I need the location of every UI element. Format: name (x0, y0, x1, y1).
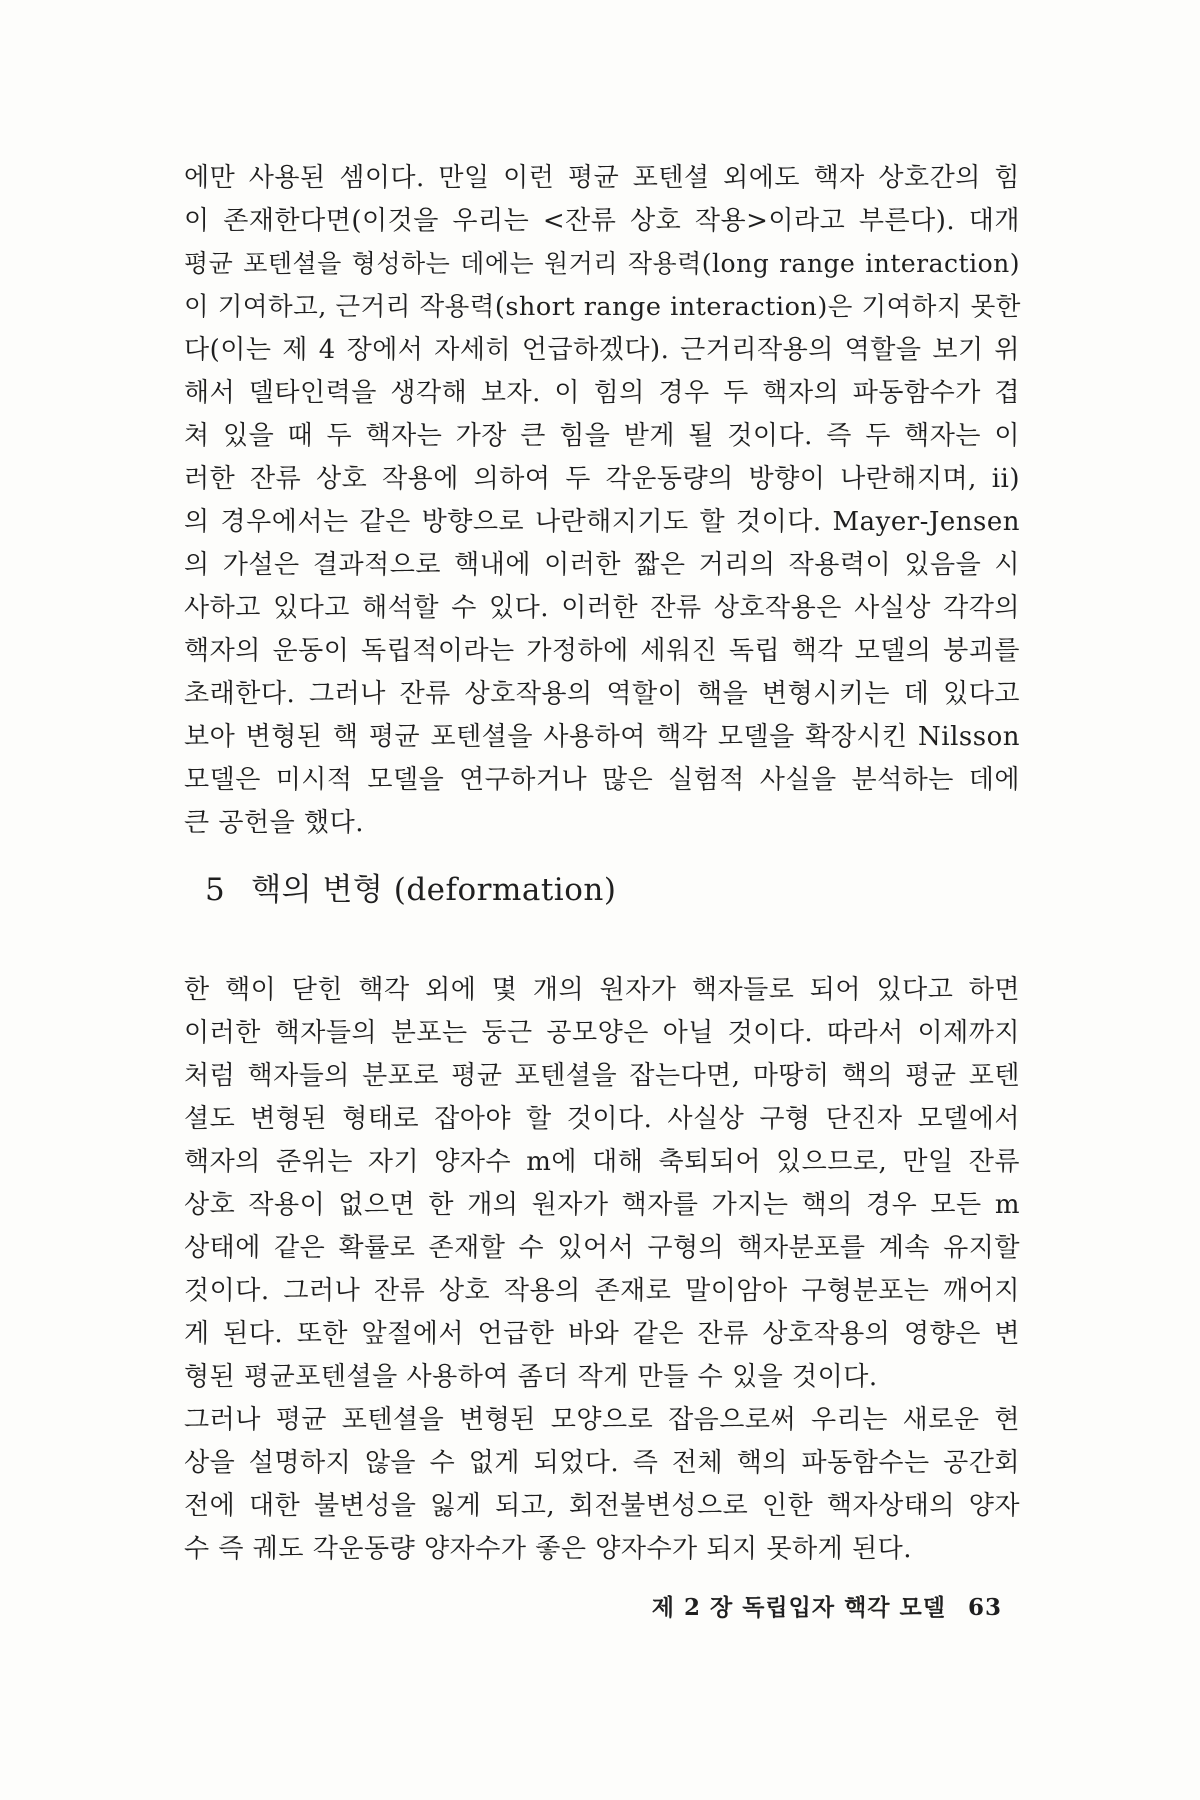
section-heading (205, 868, 616, 912)
text-line: 사하고 있다고 해석할 수 있다. 이러한 잔류 상호작용은 사실상 각각의 (184, 593, 1020, 623)
text-line: 상호 작용이 없으면 한 개의 원자가 핵자를 가지는 핵의 경우 모든 m (184, 1190, 1020, 1220)
text-line: 쳐 있을 때 두 핵자는 가장 큰 힘을 받게 될 것이다. 즉 두 핵자는 이 (184, 421, 1020, 451)
text-line: 상태에 같은 확률로 존재할 수 있어서 구형의 핵자분포를 계속 유지할 (184, 1233, 1020, 1263)
text-line: 이 기여하고, 근거리 작용력(short range interaction)은 기여하지 못한 (184, 292, 1021, 322)
text-line: 해서 델타인력을 생각해 보자. 이 힘의 경우 두 핵자의 파동함수가 겹 (184, 378, 1020, 408)
text-line: 한 핵이 닫힌 핵각 외에 몇 개의 원자가 핵자들로 되어 있다고 하면 (184, 975, 1020, 1005)
page-footer (652, 1592, 1002, 1624)
text-line: 의 가설은 결과적으로 핵내에 이러한 짧은 거리의 작용력이 있음을 시 (184, 550, 1020, 580)
text-line: 핵자의 운동이 독립적이라는 가정하에 세워진 독립 핵각 모델의 붕괴를 (184, 636, 1020, 666)
text-line: 셜도 변형된 형태로 잡아야 할 것이다. 사실상 구형 단진자 모델에서 (184, 1104, 1020, 1134)
text-line: 에만 사용된 셈이다. 만일 이런 평균 포텐셜 외에도 핵자 상호간의 힘 (184, 163, 1020, 193)
text-line: 전에 대한 불변성을 잃게 되고, 회전불변성으로 인한 핵자상태의 양자 (184, 1491, 1020, 1521)
text-line: 러한 잔류 상호 작용에 의하여 두 각운동량의 방향이 나란해지며, ii) (184, 464, 1020, 494)
text-line: 다(이는 제 4 장에서 자세히 언급하겠다). 근거리작용의 역할을 보기 위 (184, 335, 1020, 365)
text-line: 수 즉 궤도 각운동량 양자수가 좋은 양자수가 되지 못하게 된다. (184, 1534, 913, 1564)
page-number: 63 (967, 1594, 1002, 1621)
section-number: 5 (205, 872, 226, 908)
text-line: 이러한 핵자들의 분포는 둥근 공모양은 아닐 것이다. 따라서 이제까지 (184, 1018, 1020, 1048)
text-line: 평균 포텐셜을 형성하는 데에는 원거리 작용력(long range interaction) (184, 249, 1020, 278)
text-line: 게 된다. 또한 앞절에서 언급한 바와 같은 잔류 상호작용의 영향은 변 (184, 1319, 1020, 1349)
text-line: 핵자의 준위는 자기 양자수 m에 대해 축퇴되어 있으므로, 만일 잔류 (184, 1147, 1020, 1177)
section-title: 핵의 변형 (deformation) (251, 872, 617, 908)
text-line: 처럼 핵자들의 분포로 평균 포텐셜을 잡는다면, 마땅히 핵의 평균 포텐 (184, 1061, 1020, 1091)
text-line: 보아 변형된 핵 평균 포텐셜을 사용하여 핵각 모델을 확장시킨 Nilsson (184, 722, 1020, 752)
text-line: 형된 평균포텐셜을 사용하여 좀더 작게 만들 수 있을 것이다. (184, 1362, 878, 1392)
chapter-title: 제 2 장 독립입자 핵각 모델 (651, 1594, 946, 1621)
text-line: 상을 설명하지 않을 수 없게 되었다. 즉 전체 핵의 파동함수는 공간회 (184, 1448, 1020, 1478)
text-line: 큰 공헌을 했다. (184, 808, 364, 838)
text-line: 초래한다. 그러나 잔류 상호작용의 역할이 핵을 변형시키는 데 있다고 (184, 679, 1020, 709)
text-line: 모델은 미시적 모델을 연구하거나 많은 실험적 사실을 분석하는 데에 (184, 765, 1020, 795)
text-line: 이 존재한다면(이것을 우리는 <잔류 상호 작용>이라고 부른다). 대개 (184, 206, 1020, 236)
text-line: 의 경우에서는 같은 방향으로 나란해지기도 할 것이다. Mayer-Jensen (184, 507, 1020, 537)
text-line: 것이다. 그러나 잔류 상호 작용의 존재로 말이암아 구형분포는 깨어지 (184, 1276, 1020, 1306)
text-line: 그러나 평균 포텐셜을 변형된 모양으로 잡음으로써 우리는 새로운 현 (184, 1405, 1020, 1435)
